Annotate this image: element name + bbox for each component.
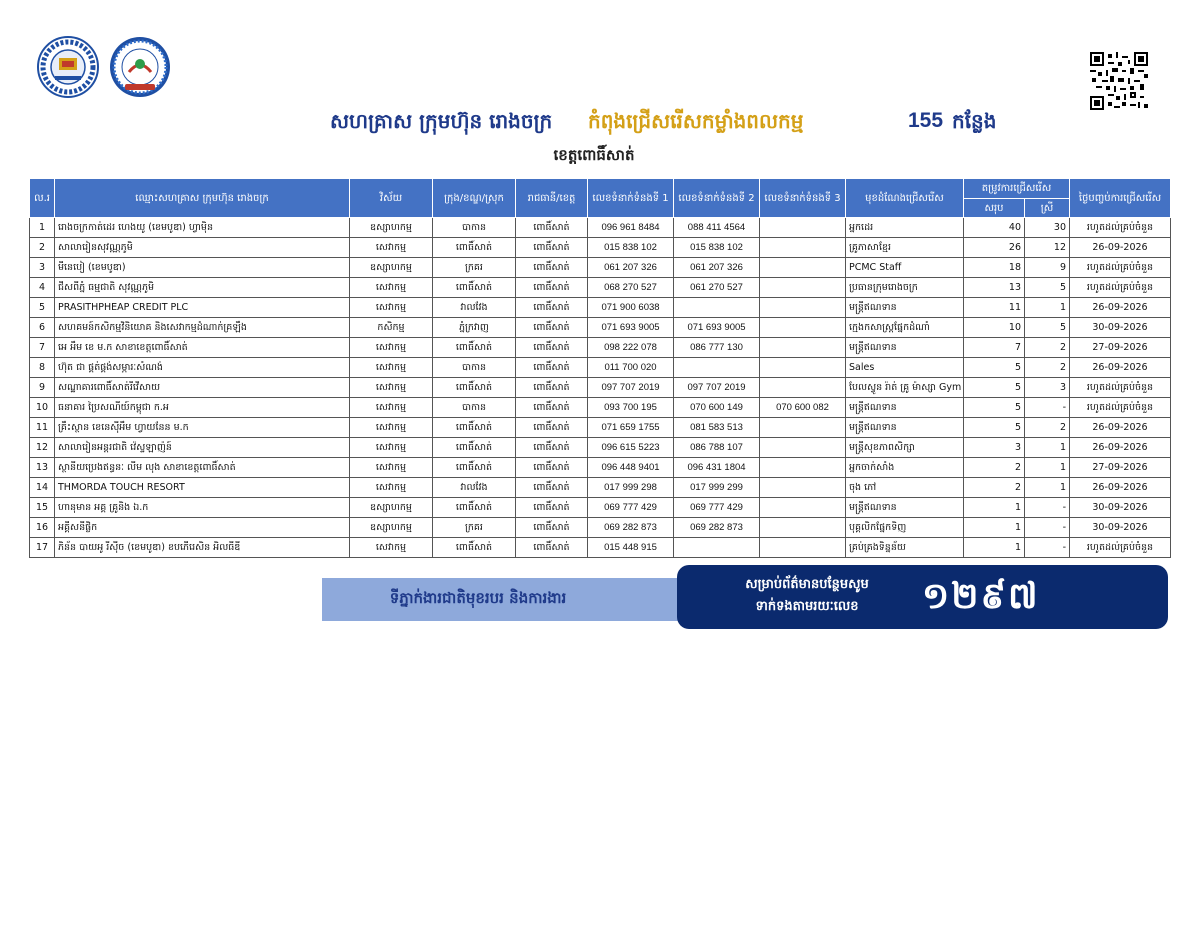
cell-district: ពោធិ៍សាត់ [433, 538, 516, 558]
cell-phone2: 061 270 527 [674, 278, 760, 298]
cell-no: 12 [30, 438, 55, 458]
hotline-banner [677, 565, 1168, 629]
table-row [30, 378, 1171, 398]
cell-province: ពោធិ៍សាត់ [516, 358, 588, 378]
cell-district: ពោធិ៍សាត់ [433, 498, 516, 518]
job-count: 155 [908, 109, 944, 132]
cell-name: សាលារៀនសុវណ្ណភូមិ [55, 238, 350, 258]
cell-position: ចុង ភៅ [846, 478, 964, 498]
cell-phone1: 017 999 298 [588, 478, 674, 498]
cell-no: 2 [30, 238, 55, 258]
cell-position: គ្រូភាសាខ្មែរ [846, 238, 964, 258]
title-enterprises: សហគ្រាស ក្រុមហ៊ុន រោងចក្រ [330, 109, 553, 133]
cell-sector: សេវាកម្ម [350, 378, 433, 398]
cell-district: វាលវែង [433, 298, 516, 318]
cell-no: 8 [30, 358, 55, 378]
cell-female: 3 [1025, 378, 1070, 398]
table-row [30, 398, 1171, 418]
cell-name: អេ អឹម ខេ ម.ក សាខាខេត្តពោធិ៍សាត់ [55, 338, 350, 358]
cell-position: មន្ត្រីឥណទាន [846, 398, 964, 418]
cell-no: 6 [30, 318, 55, 338]
cell-no: 13 [30, 458, 55, 478]
cell-district: បាកាន [433, 398, 516, 418]
cell-no: 9 [30, 378, 55, 398]
cell-position: បែលស្វូន រ៉ាត់ គ្រូ ម៉ាស្សា Gym [846, 378, 964, 398]
agency-name: ទីភ្នាក់ងារជាតិមុខរបរ និងការងារ [389, 588, 567, 607]
cell-district: ក្រគរ [433, 518, 516, 538]
header-sector: វិស័យ [350, 179, 433, 218]
cell-total: 1 [964, 518, 1025, 538]
cell-name: ភិន័ន បាយអូ រីស៊ីច (ខេមបូឌា) ខបភើរេសិន អិលធីឌី [55, 538, 350, 558]
cell-phone3 [760, 478, 846, 498]
cell-name: សាលារៀនអន្តរជាតិ វ៉េស្ទឡាញ៉ន៍ [55, 438, 350, 458]
cell-name: គ្រឹះស្ថាន ខេនេស៊ីអឹម ហ្វាយនែន ម.ក [55, 418, 350, 438]
cell-phone1: 071 900 6038 [588, 298, 674, 318]
cell-no: 14 [30, 478, 55, 498]
cell-phone1: 096 961 8484 [588, 218, 674, 238]
cell-phone3 [760, 218, 846, 238]
header-position: មុខដំណែងជ្រើសរើស [846, 179, 964, 218]
cell-female: - [1025, 518, 1070, 538]
cell-phone2: 097 707 2019 [674, 378, 760, 398]
cell-sector: សេវាកម្ម [350, 238, 433, 258]
cell-female: 2 [1025, 358, 1070, 378]
cell-district: ពោធិ៍សាត់ [433, 418, 516, 438]
cell-district: បាកាន [433, 358, 516, 378]
cell-phone1: 071 693 9005 [588, 318, 674, 338]
cell-district: ពោធិ៍សាត់ [433, 458, 516, 478]
cell-province: ពោធិ៍សាត់ [516, 498, 588, 518]
cell-deadline: 26-09-2026 [1070, 418, 1171, 438]
cell-phone3 [760, 238, 846, 258]
cell-phone1: 061 207 326 [588, 258, 674, 278]
cell-phone3 [760, 258, 846, 278]
cell-deadline: 26-09-2026 [1070, 478, 1171, 498]
cell-total: 11 [964, 298, 1025, 318]
cell-deadline: 26-09-2026 [1070, 438, 1171, 458]
province-subtitle [0, 146, 1200, 168]
cell-phone1: 096 615 5223 [588, 438, 674, 458]
cell-position: បុគ្គលិកផ្នែកទិញ [846, 518, 964, 538]
cell-province: ពោធិ៍សាត់ [516, 298, 588, 318]
cell-deadline: 30-09-2026 [1070, 518, 1171, 538]
cell-province: ពោធិ៍សាត់ [516, 478, 588, 498]
cell-total: 2 [964, 458, 1025, 478]
cell-sector: សេវាកម្ម [350, 278, 433, 298]
cell-deadline: 26-09-2026 [1070, 298, 1171, 318]
table-row [30, 438, 1171, 458]
cell-total: 5 [964, 358, 1025, 378]
cell-female: 5 [1025, 318, 1070, 338]
cell-phone3 [760, 318, 846, 338]
header-district: ក្រុង/ខណ្ឌ/ស្រុក [433, 179, 516, 218]
cell-sector: សេវាកម្ម [350, 298, 433, 318]
cell-total: 1 [964, 538, 1025, 558]
cell-province: ពោធិ៍សាត់ [516, 238, 588, 258]
cell-name: PRASITHPHEAP CREDIT PLC [55, 298, 350, 318]
cell-total: 1 [964, 498, 1025, 518]
cell-deadline: 27-09-2026 [1070, 338, 1171, 358]
cell-total: 5 [964, 418, 1025, 438]
cell-phone1: 011 700 020 [588, 358, 674, 378]
table-row [30, 218, 1171, 238]
cell-phone2: 069 777 429 [674, 498, 760, 518]
cell-name: សណ្ឋាគារពោធិ៍សាត់រីវើសាយ [55, 378, 350, 398]
cell-female: 9 [1025, 258, 1070, 278]
cell-sector: សេវាកម្ម [350, 538, 433, 558]
cell-phone1: 069 282 873 [588, 518, 674, 538]
cell-district: វាលវែង [433, 478, 516, 498]
cell-no: 5 [30, 298, 55, 318]
header-phone2: លេខទំនាក់ទំនងទី 2 [674, 179, 760, 218]
cell-position: ក្មេងកសាស្ត្រផ្នែកដំណាំ [846, 318, 964, 338]
cell-phone2: 069 282 873 [674, 518, 760, 538]
cell-phone3 [760, 358, 846, 378]
province-label: ខេត្តពោធិ៍សាត់ [553, 146, 635, 164]
cell-sector: សេវាកម្ម [350, 458, 433, 478]
cell-phone3 [760, 298, 846, 318]
header-need-group: តម្រូវការជ្រើសរើស [964, 179, 1070, 199]
cell-phone3 [760, 338, 846, 358]
contact-line-2: ទាក់ទងតាមរយៈលេខ [755, 599, 859, 614]
job-count-unit: កន្លែង [952, 109, 997, 133]
cell-phone3 [760, 518, 846, 538]
header-deadline: ថ្ងៃបញ្ចប់ការជ្រើសរើស [1070, 179, 1171, 218]
cell-name: អគ្គីសនីផ្លិក [55, 518, 350, 538]
cell-total: 26 [964, 238, 1025, 258]
cell-phone1: 097 707 2019 [588, 378, 674, 398]
cell-deadline: រហូតដល់គ្រប់ចំនួន [1070, 378, 1171, 398]
cell-phone3 [760, 498, 846, 518]
cell-deadline: 27-09-2026 [1070, 458, 1171, 478]
qr-code-icon [1090, 52, 1148, 110]
cell-phone2: 015 838 102 [674, 238, 760, 258]
cell-phone2: 061 207 326 [674, 258, 760, 278]
cell-total: 3 [964, 438, 1025, 458]
cell-name: មីនេបៀ (ខេមបូឌា) [55, 258, 350, 278]
table-row [30, 498, 1171, 518]
cell-deadline: រហូតដល់គ្រប់ចំនួន [1070, 398, 1171, 418]
cell-female: 1 [1025, 438, 1070, 458]
cell-female: 1 [1025, 478, 1070, 498]
cell-female: - [1025, 538, 1070, 558]
cell-sector: សេវាកម្ម [350, 338, 433, 358]
cell-phone1: 015 448 915 [588, 538, 674, 558]
jobs-table [29, 178, 1171, 558]
cell-no: 16 [30, 518, 55, 538]
cell-position: Sales [846, 358, 964, 378]
nea-seal-icon [109, 36, 171, 98]
cell-no: 1 [30, 218, 55, 238]
cell-name: រោងចក្រកាត់ដេរ ហេងយូ (ខេមបូឌា) ហ្វាម៉ិន [55, 218, 350, 238]
cell-total: 40 [964, 218, 1025, 238]
cell-deadline: រហូតដល់គ្រប់ចំនួន [1070, 258, 1171, 278]
cell-phone1: 068 270 527 [588, 278, 674, 298]
cell-position: មន្ត្រីឥណទាន [846, 338, 964, 358]
cell-total: 2 [964, 478, 1025, 498]
cell-total: 5 [964, 398, 1025, 418]
cell-female: - [1025, 398, 1070, 418]
cell-province: ពោធិ៍សាត់ [516, 518, 588, 538]
cell-district: បាកាន [433, 218, 516, 238]
cell-province: ពោធិ៍សាត់ [516, 278, 588, 298]
cell-deadline: រហូតដល់គ្រប់ចំនួន [1070, 278, 1171, 298]
header-no: ល.រ [30, 179, 55, 218]
cell-female: 2 [1025, 338, 1070, 358]
cell-phone2: 070 600 149 [674, 398, 760, 418]
cell-no: 11 [30, 418, 55, 438]
cell-female: 1 [1025, 458, 1070, 478]
headline [0, 104, 1200, 138]
cell-deadline: រហូតដល់គ្រប់ចំនួន [1070, 218, 1171, 238]
cell-phone1: 096 448 9401 [588, 458, 674, 478]
cell-province: ពោធិ៍សាត់ [516, 418, 588, 438]
cell-total: 7 [964, 338, 1025, 358]
cell-district: ពោធិ៍សាត់ [433, 238, 516, 258]
cell-no: 7 [30, 338, 55, 358]
cell-phone2: 086 788 107 [674, 438, 760, 458]
header-name: ឈ្មោះសហគ្រាស ក្រុមហ៊ុន រោងចក្រ [55, 179, 350, 218]
cell-province: ពោធិ៍សាត់ [516, 378, 588, 398]
table-row [30, 318, 1171, 338]
cell-province: ពោធិ៍សាត់ [516, 458, 588, 478]
cell-phone1: 015 838 102 [588, 238, 674, 258]
table-row [30, 458, 1171, 478]
cell-province: ពោធិ៍សាត់ [516, 438, 588, 458]
header-phone3: លេខទំនាក់ទំនងទី 3 [760, 179, 846, 218]
cell-phone2 [674, 358, 760, 378]
cell-phone2: 017 999 299 [674, 478, 760, 498]
cell-position: អ្នកដេរ [846, 218, 964, 238]
table-row [30, 418, 1171, 438]
cell-position: PCMC Staff [846, 258, 964, 278]
ministry-seal-icon [37, 36, 99, 98]
cell-female: 1 [1025, 298, 1070, 318]
table-row [30, 338, 1171, 358]
cell-female: - [1025, 498, 1070, 518]
cell-phone2: 071 693 9005 [674, 318, 760, 338]
cell-phone1: 069 777 429 [588, 498, 674, 518]
cell-province: ពោធិ៍សាត់ [516, 538, 588, 558]
cell-phone2: 086 777 130 [674, 338, 760, 358]
cell-name: សហគមន៍កសិកម្មវិនិយោគ និងសេវាកម្មដំណាក់គ្រឡឹង [55, 318, 350, 338]
cell-deadline: រហូតដល់គ្រប់ចំនួន [1070, 538, 1171, 558]
cell-total: 5 [964, 378, 1025, 398]
title-recruiting: កំពុងជ្រើសរើសកម្លាំងពលកម្ម [588, 109, 804, 133]
cell-no: 3 [30, 258, 55, 278]
cell-sector: ឧស្សាហកម្ម [350, 498, 433, 518]
cell-phone3 [760, 278, 846, 298]
header-total: សរុប [964, 199, 1025, 218]
cell-position: ប្រធានក្រុមរោងចក្រ [846, 278, 964, 298]
cell-province: ពោធិ៍សាត់ [516, 338, 588, 358]
cell-phone3 [760, 438, 846, 458]
cell-sector: សេវាកម្ម [350, 418, 433, 438]
cell-name: ធនាគារ ប្រៃសណីយ៍កម្ពុជា ក.អ [55, 398, 350, 418]
cell-district: ភ្នំក្រវាញ [433, 318, 516, 338]
cell-no: 4 [30, 278, 55, 298]
cell-sector: សេវាកម្ម [350, 438, 433, 458]
cell-phone3 [760, 418, 846, 438]
cell-female: 30 [1025, 218, 1070, 238]
cell-phone3 [760, 458, 846, 478]
cell-province: ពោធិ៍សាត់ [516, 398, 588, 418]
cell-phone1: 098 222 078 [588, 338, 674, 358]
header-phone1: លេខទំនាក់ទំនងទី 1 [588, 179, 674, 218]
hotline-number: ១២៩៧ [922, 576, 1040, 617]
cell-sector: សេវាកម្ម [350, 358, 433, 378]
table-row [30, 238, 1171, 258]
cell-province: ពោធិ៍សាត់ [516, 258, 588, 278]
cell-phone2: 081 583 513 [674, 418, 760, 438]
cell-district: ក្រគរ [433, 258, 516, 278]
cell-district: ពោធិ៍សាត់ [433, 438, 516, 458]
cell-sector: សេវាកម្ម [350, 478, 433, 498]
cell-total: 10 [964, 318, 1025, 338]
cell-position: មន្ត្រីឥណទាន [846, 498, 964, 518]
cell-phone3 [760, 378, 846, 398]
cell-phone3: 070 600 082 [760, 398, 846, 418]
cell-sector: ឧស្សាហកម្ម [350, 518, 433, 538]
cell-province: ពោធិ៍សាត់ [516, 318, 588, 338]
cell-position: មន្ត្រីសុខភាពសិក្សា [846, 438, 964, 458]
cell-position: មន្ត្រីឥណទាន [846, 418, 964, 438]
cell-name: THMORDA TOUCH RESORT [55, 478, 350, 498]
cell-phone2: 088 411 4564 [674, 218, 760, 238]
contact-text [707, 574, 907, 618]
cell-position: គ្រប់គ្រងទិន្នន័យ [846, 538, 964, 558]
cell-name: ជីសពីភ្នំ ធម្មជាតិ សុវណ្ណភូមិ [55, 278, 350, 298]
agency-banner [322, 578, 702, 621]
cell-position: មន្ត្រីឥណទាន [846, 298, 964, 318]
table-row [30, 358, 1171, 378]
cell-sector: ឧស្សាហកម្ម [350, 258, 433, 278]
cell-phone2: 096 431 1804 [674, 458, 760, 478]
table-row [30, 298, 1171, 318]
cell-phone1: 093 700 195 [588, 398, 674, 418]
table-row [30, 538, 1171, 558]
cell-sector: សេវាកម្ម [350, 398, 433, 418]
cell-no: 15 [30, 498, 55, 518]
cell-sector: កសិកម្ម [350, 318, 433, 338]
cell-deadline: 26-09-2026 [1070, 358, 1171, 378]
cell-phone3 [760, 538, 846, 558]
cell-total: 13 [964, 278, 1025, 298]
cell-phone2 [674, 298, 760, 318]
cell-name: ហានុមាន អគ្គ គ្រូនិង ឯ.ក [55, 498, 350, 518]
cell-district: ពោធិ៍សាត់ [433, 338, 516, 358]
cell-position: អ្នកចាក់សាំង [846, 458, 964, 478]
cell-phone2 [674, 538, 760, 558]
table-row [30, 258, 1171, 278]
contact-line-1: សម្រាប់ព័ត៌មានបន្ថែមសូម [745, 577, 869, 592]
cell-total: 18 [964, 258, 1025, 278]
cell-deadline: 26-09-2026 [1070, 238, 1171, 258]
table-row [30, 278, 1171, 298]
cell-female: 5 [1025, 278, 1070, 298]
cell-sector: ឧស្សាហកម្ម [350, 218, 433, 238]
table-row [30, 518, 1171, 538]
cell-name: ហ៊ុត ជា ផ្គត់ផ្គង់សម្ភារៈសំណង់ [55, 358, 350, 378]
cell-no: 10 [30, 398, 55, 418]
cell-deadline: 30-09-2026 [1070, 318, 1171, 338]
cell-district: ពោធិ៍សាត់ [433, 278, 516, 298]
cell-phone1: 071 659 1755 [588, 418, 674, 438]
table-row [30, 478, 1171, 498]
cell-deadline: 30-09-2026 [1070, 498, 1171, 518]
cell-female: 2 [1025, 418, 1070, 438]
cell-female: 12 [1025, 238, 1070, 258]
cell-no: 17 [30, 538, 55, 558]
cell-district: ពោធិ៍សាត់ [433, 378, 516, 398]
header-female: ស្រី [1025, 199, 1070, 218]
cell-name: ស្ថានីយប្រេងឥន្ធនៈ លីម លុង សាខាខេត្តពោធិ៍សាត់ [55, 458, 350, 478]
cell-province: ពោធិ៍សាត់ [516, 218, 588, 238]
header-province: រាជធានី/ខេត្ត [516, 179, 588, 218]
